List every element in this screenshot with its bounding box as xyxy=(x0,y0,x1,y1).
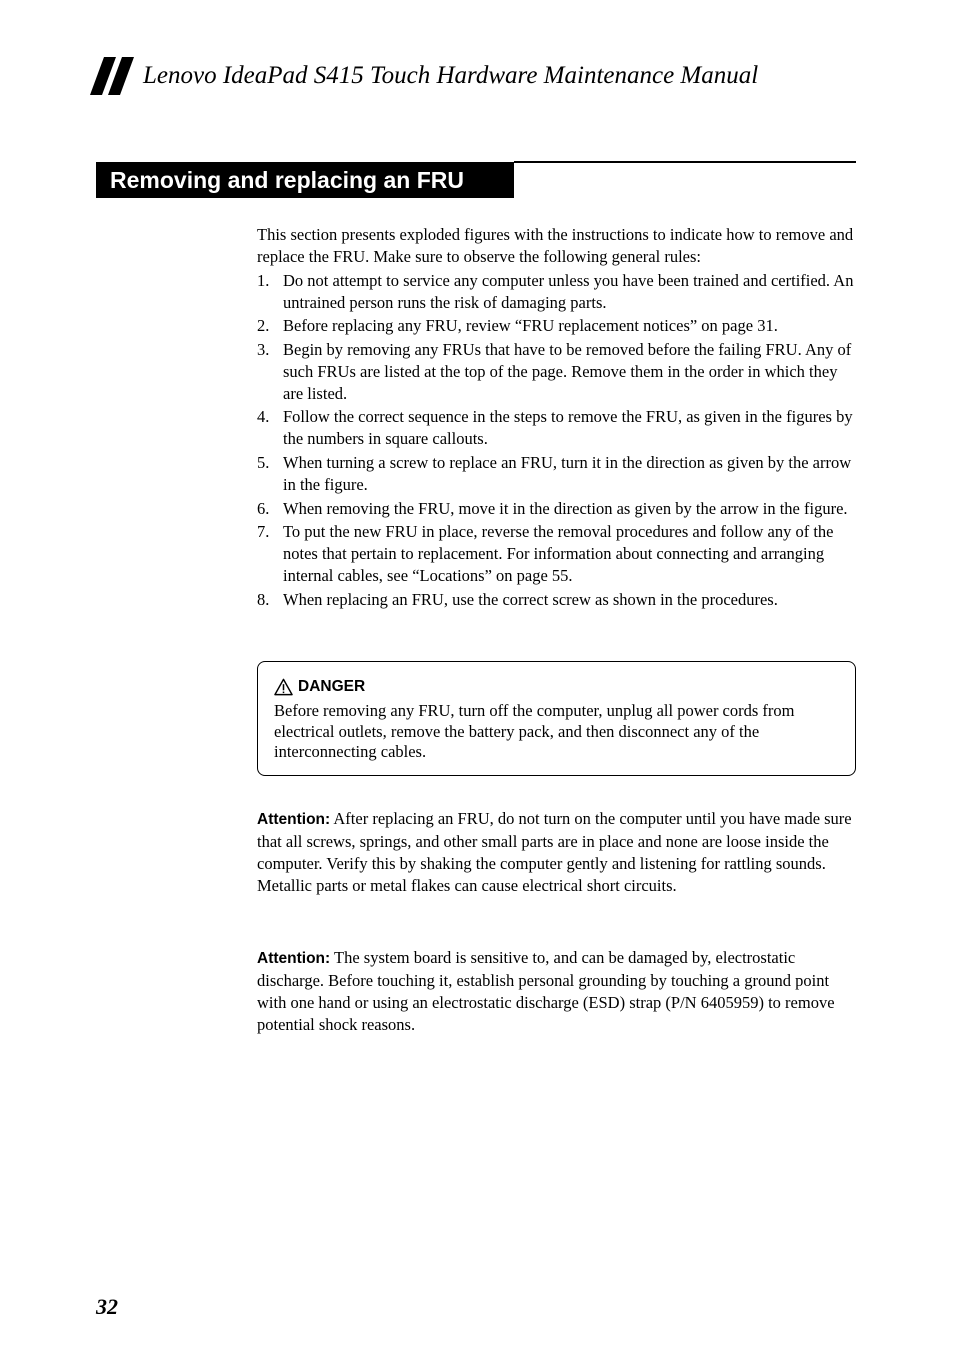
rule-text: Do not attempt to service any computer unless you have been trained and certified. An untrained person runs the risk of damaging parts. xyxy=(283,270,854,312)
rule-item xyxy=(257,498,857,520)
section-title: Removing and replacing an FRU xyxy=(96,162,514,198)
page-header xyxy=(90,56,758,96)
rule-text: When turning a screw to replace an FRU, turn it in the direction as given by the arrow in the figure. xyxy=(283,452,852,494)
main-content xyxy=(257,224,857,611)
rule-text: Follow the correct sequence in the steps to remove the FRU, as given in the figures by the numbers in square callouts. xyxy=(283,407,853,449)
section-rule xyxy=(514,161,856,163)
rule-text: Before replacing any FRU, review “FRU replacement notices” on page 31. xyxy=(283,316,778,336)
intro-paragraph: This section presents exploded figures with the instructions to indicate how to remove and replace the FRU. Make sure to observe the following general rules: xyxy=(257,225,854,266)
attention-text: The system board is sensitive to, and can be damaged by, electrostatic discharge. Before touching it, establish personal grounding by touching a ground point with one hand or using an electrostatic discharge (ESD) strap (P/N 6405959) to remove potential shock reasons. xyxy=(257,948,835,1034)
rule-number: 5. xyxy=(257,452,270,472)
danger-text: Before removing any FRU, turn off the computer, unplug all power cords from electrical outlets, remove the battery pack, and then disconnect any of the interconnecting cables. xyxy=(274,701,795,761)
rule-number: 4. xyxy=(257,407,270,427)
rule-item xyxy=(257,406,857,450)
rules-list xyxy=(257,270,857,611)
page-number: 32 xyxy=(96,1294,118,1319)
warning-triangle-icon xyxy=(274,678,293,696)
rule-number: 8. xyxy=(257,589,270,609)
attention-text: After replacing an FRU, do not turn on the computer until you have made sure that all screws, springs, and other small parts are in place and none are loose inside the computer. Verify this by shaking the computer gently and listening for rattling sounds. Metallic parts or metal flakes can cause electrical short circuits. xyxy=(257,809,852,895)
rule-number: 3. xyxy=(257,339,270,359)
rule-item xyxy=(257,315,857,337)
rule-number: 1. xyxy=(257,270,270,290)
danger-notice xyxy=(257,661,856,776)
danger-heading xyxy=(274,676,839,698)
attention-note xyxy=(257,808,857,897)
rule-number: 2. xyxy=(257,316,270,336)
attention-note xyxy=(257,947,857,1036)
danger-label: DANGER xyxy=(298,678,366,695)
rule-item xyxy=(257,452,857,496)
double-slash-icon xyxy=(90,57,134,95)
rule-text: To put the new FRU in place, reverse the removal procedures and follow any of the notes that pertain to replacement. For information about connecting and arranging internal cables, see “Locations” on page 55. xyxy=(283,522,834,586)
manual-title: Lenovo IdeaPad S415 Touch Hardware Maintenance Manual xyxy=(143,62,759,89)
attention-label: Attention: xyxy=(257,950,331,967)
rule-text: Begin by removing any FRUs that have to be removed before the failing FRU. Any of such FRUs are listed at the top of the page. Remove them in the order in which they are listed. xyxy=(283,339,852,403)
rule-number: 6. xyxy=(257,498,270,518)
rule-item xyxy=(257,339,857,405)
rule-text: When removing the FRU, move it in the direction as given by the arrow in the figure. xyxy=(283,498,848,518)
rule-number: 7. xyxy=(257,522,270,542)
rule-item xyxy=(257,270,857,314)
rule-item xyxy=(257,589,857,611)
attention-label: Attention: xyxy=(257,811,331,828)
rule-text: When replacing an FRU, use the correct screw as shown in the procedures. xyxy=(283,589,778,609)
rule-item xyxy=(257,521,857,587)
